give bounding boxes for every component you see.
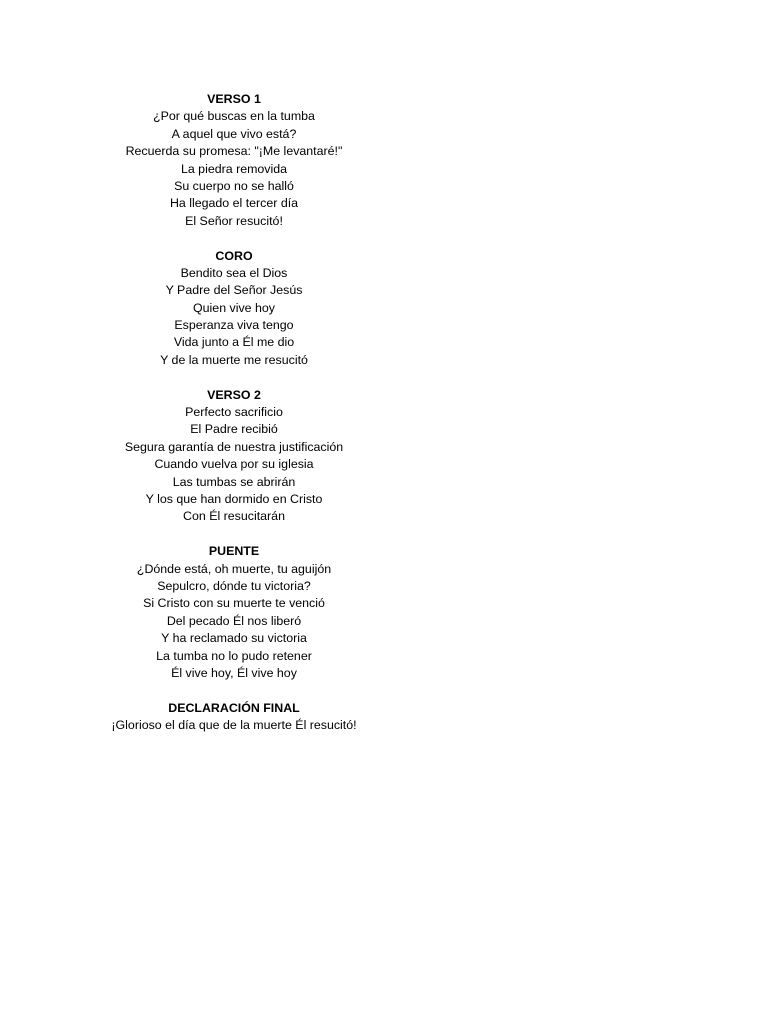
lyric-line: Y Padre del Señor Jesús <box>165 283 303 298</box>
lyric-line: Recuerda su promesa: "¡Me levantaré!" <box>125 144 343 159</box>
lyric-line: A aquel que vivo está? <box>171 126 297 141</box>
lyric-line: Las tumbas se abrirán <box>172 474 296 489</box>
section-heading: PUENTE <box>208 544 260 559</box>
lyric-line: Y ha reclamado su victoria <box>161 631 307 646</box>
lyric-line: La tumba no lo pudo retener <box>156 648 312 663</box>
lyric-line: Su cuerpo no se halló <box>174 178 294 193</box>
song-lyrics <box>0 91 468 752</box>
lyric-line: Ha llegado el tercer día <box>169 196 299 211</box>
lyric-line: Y de la muerte me resucitó <box>160 352 308 367</box>
lyric-line: Quien vive hoy <box>193 300 275 315</box>
lyric-line: ¿Por qué buscas en la tumba <box>153 109 315 124</box>
lyric-line: Con Él resucitarán <box>183 509 285 524</box>
lyric-line: Bendito sea el Dios <box>180 265 288 280</box>
lyric-line: Del pecado Él nos liberó <box>166 613 302 628</box>
section-coro <box>0 248 468 370</box>
section-declaracion-final <box>0 700 468 735</box>
lyric-line: Y los que han dormido en Cristo <box>145 491 323 506</box>
lyric-line: Perfecto sacrificio <box>185 405 283 420</box>
lyric-line: Esperanza viva tengo <box>174 318 294 333</box>
section-heading: CORO <box>215 248 253 263</box>
lyric-line: Cuando vuelva por su iglesia <box>154 457 314 472</box>
section-heading: VERSO 2 <box>207 387 261 402</box>
lyric-line: ¡Glorioso el día que de la muerte Él resucitó! <box>111 718 357 733</box>
section-puente <box>0 543 468 682</box>
lyric-line: La piedra removida <box>180 161 288 176</box>
lyric-line: El Padre recibió <box>190 422 278 437</box>
lyric-line: ¿Dónde está, oh muerte, tu aguijón <box>136 561 332 576</box>
lyric-line: Vida junto a Él me dio <box>173 335 295 350</box>
lyric-line: Segura garantía de nuestra justificación <box>124 439 344 454</box>
lyric-line: Él vive hoy, Él vive hoy <box>171 665 297 680</box>
lyric-line: Sepulcro, dónde tu victoria? <box>157 578 311 593</box>
lyric-line: Si Cristo con su muerte te venció <box>143 596 325 611</box>
section-verso-2 <box>0 387 468 526</box>
section-heading: VERSO 1 <box>207 92 261 106</box>
section-verso-1 <box>0 91 468 230</box>
lyric-line: El Señor resucitó! <box>185 213 283 228</box>
section-heading: DECLARACIÓN FINAL <box>168 700 300 715</box>
